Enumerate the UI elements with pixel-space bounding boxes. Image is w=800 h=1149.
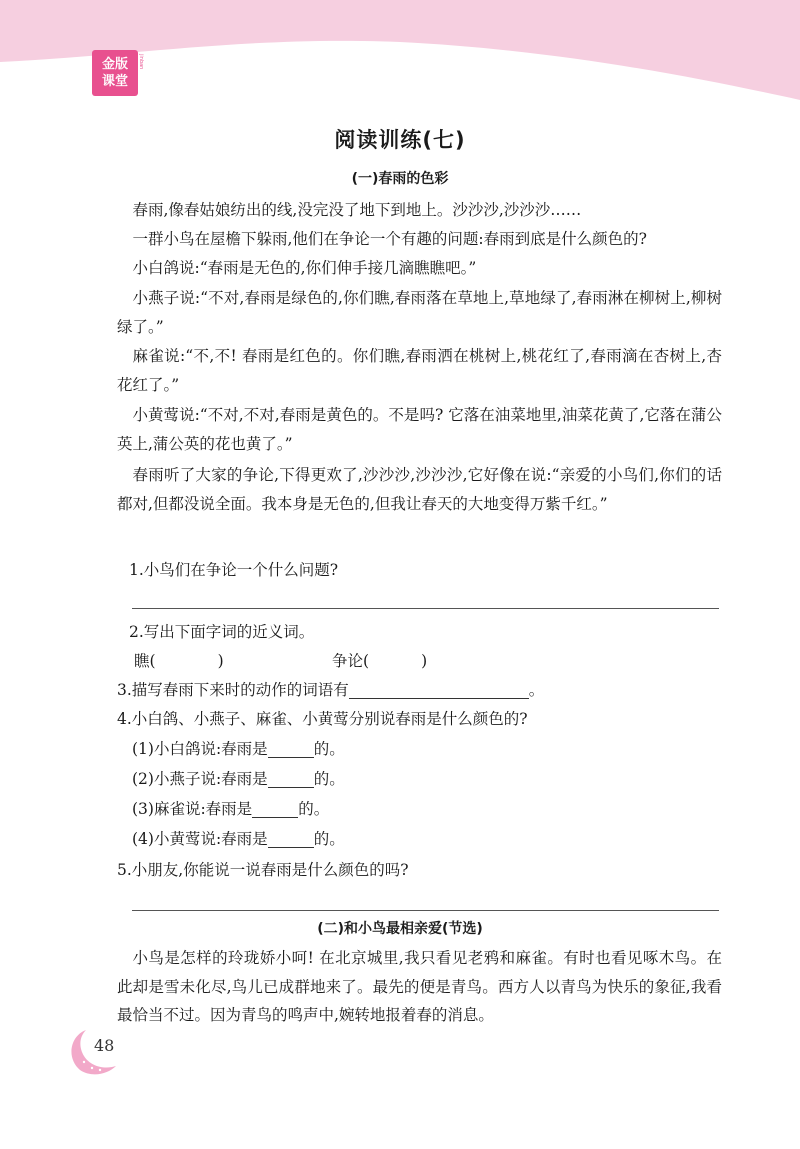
question-1: 1.小鸟们在争论一个什么问题? [129, 561, 339, 579]
q4-item-2-prefix: (2)小燕子说:春雨是 [132, 770, 268, 788]
section2-heading: (二)和小鸟最相亲爱(节选) [317, 921, 483, 937]
s1-paragraph-5: 麻雀说:“不,不! 春雨是红色的。你们瞧,春雨洒在桃树上,桃花红了,春雨滴在杏树上,杏花红了。” [117, 347, 722, 394]
q4-item-4 [132, 827, 345, 851]
page-number: 48 [94, 1036, 115, 1055]
logo-line2: 课堂 [101, 74, 128, 89]
q4-blank-3[interactable] [252, 799, 298, 818]
q3-end: 。 [528, 681, 545, 699]
s1-paragraph-1: 春雨,像春姑娘纺出的线,没完没了地下到地上。沙沙沙,沙沙沙…… [132, 201, 582, 219]
q4-item-1-suffix: 的。 [313, 740, 345, 758]
question-5: 5.小朋友,你能说一说春雨是什么颜色的吗? [117, 861, 409, 879]
q4-item-3-suffix: 的。 [298, 800, 330, 818]
q2-word2: 争论( [332, 652, 370, 670]
s1-paragraph-4: 小燕子说:“不对,春雨是绿色的,你们瞧,春雨落在草地上,草地绿了,春雨淋在柳树上,柳树绿了。” [117, 289, 722, 336]
s2-paragraph-1: 小鸟是怎样的玲珑娇小呵! 在北京城里,我只看见老鸦和麻雀。有时也看见啄木鸟。在此却是雪未化尽,鸟儿已成群地来了。最先的便是青鸟。西方人以青鸟为快乐的象征,我看最恰当不过。因为青鸟的鸣声中,婉转地报着春的消息。 [117, 949, 722, 1024]
q2-blank-1[interactable] [156, 652, 218, 670]
logo-line1: 金版 [101, 57, 128, 72]
page-title: 阅读训练(七) [334, 128, 466, 152]
q4-item-2-suffix: 的。 [313, 770, 345, 788]
question-2: 2.写出下面字词的近义词。 [129, 623, 315, 641]
logo [92, 50, 138, 96]
q2-blank-2[interactable] [369, 652, 421, 670]
q2-item-1 [134, 649, 224, 673]
answer-line-1[interactable] [132, 608, 719, 609]
logo-small-text: jinban [138, 54, 144, 70]
s1-paragraph-2: 一群小鸟在屋檐下躲雨,他们在争论一个有趣的问题:春雨到底是什么颜色的? [132, 230, 647, 248]
q3-blank[interactable] [349, 680, 529, 699]
q4-item-4-suffix: 的。 [313, 830, 345, 848]
q4-blank-2[interactable] [268, 769, 314, 788]
answer-line-5[interactable] [132, 910, 719, 911]
s1-paragraph-3: 小白鸽说:“春雨是无色的,你们伸手接几滴瞧瞧吧。” [132, 259, 477, 277]
question-3 [117, 678, 544, 702]
q2-word1: 瞧( [134, 652, 156, 670]
q4-blank-1[interactable] [268, 739, 314, 758]
q4-item-2 [132, 767, 345, 791]
q4-item-3 [132, 797, 329, 821]
q2-word2-close: ) [421, 652, 428, 670]
q2-item-2 [332, 649, 427, 673]
q2-word1-close: ) [217, 652, 224, 670]
s1-paragraph-6: 小黄莺说:“不对,不对,春雨是黄色的。不是吗? 它落在油菜地里,油菜花黄了,它落在蒲公英上,蒲公英的花也黄了。” [117, 406, 722, 453]
section1-heading: (一)春雨的色彩 [351, 171, 449, 187]
q4-item-3-prefix: (3)麻雀说:春雨是 [132, 800, 253, 818]
s1-paragraph-7: 春雨听了大家的争论,下得更欢了,沙沙沙,沙沙沙,它好像在说:“亲爱的小鸟们,你们的话都对,但都没说全面。我本身是无色的,但我让春天的大地变得万紫千红。” [117, 466, 722, 513]
q4-blank-4[interactable] [268, 829, 314, 848]
q3-text: 3.描写春雨下来时的动作的词语有 [117, 681, 349, 699]
q4-item-1 [132, 737, 345, 761]
q4-item-4-prefix: (4)小黄莺说:春雨是 [132, 830, 268, 848]
q4-item-1-prefix: (1)小白鸽说:春雨是 [132, 740, 268, 758]
question-4: 4.小白鸽、小燕子、麻雀、小黄莺分别说春雨是什么颜色的? [117, 710, 528, 728]
